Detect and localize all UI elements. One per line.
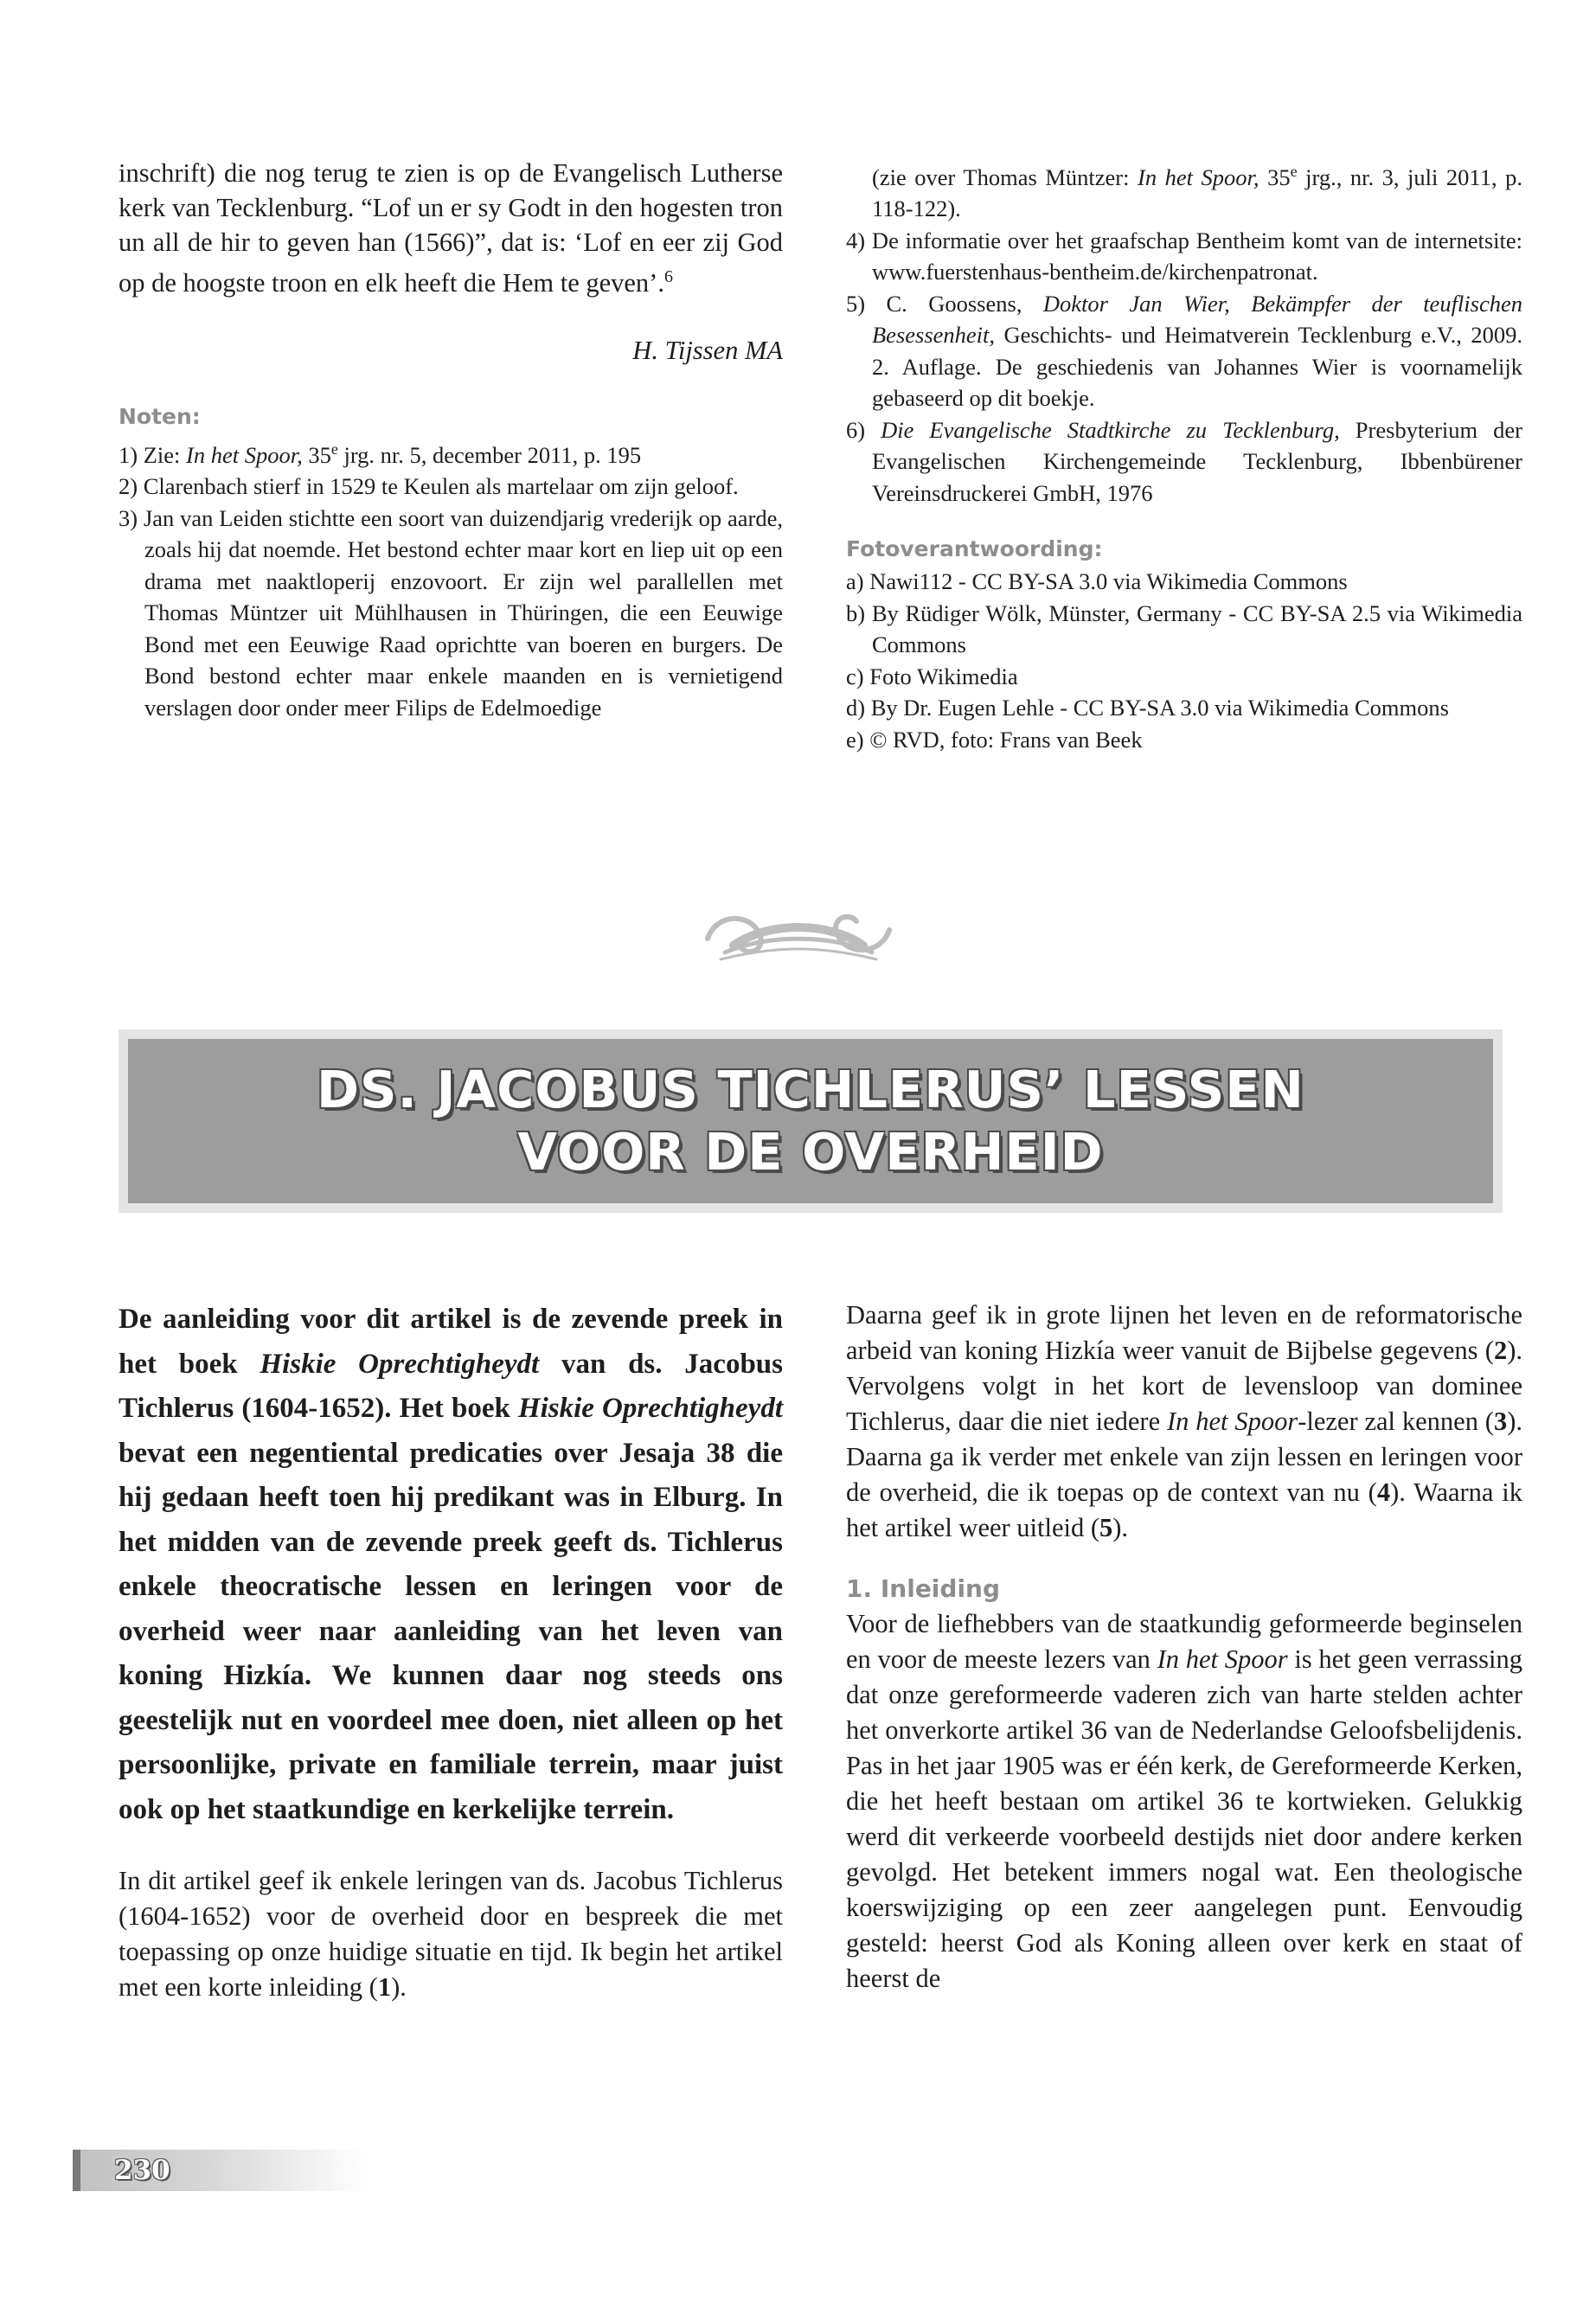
photo-credits-heading: Fotoverantwoording:	[846, 536, 1103, 562]
page-number: 230	[114, 2155, 170, 2186]
page-number-tab	[73, 2150, 367, 2191]
top-left-column	[119, 156, 783, 723]
note-item: 2) Clarenbach stierf in 1529 te Keulen als martelaar om zijn geloof.	[119, 473, 739, 500]
note-item: 1) Zie: In het Spoor, 35e jrg. nr. 5, december 2011, p. 195	[119, 440, 642, 468]
notes-heading: Noten:	[119, 404, 201, 430]
notes-list	[119, 433, 783, 723]
note-item: 5) C. Goossens, Doktor Jan Wier, Bekämpfer der teuflischen Besessenheit, Geschichts- und Heimatverein Tecklenburg e.V., 2009. 2. Auflage. De geschiedenis van Johannes Wier is voornamelijk gebaseerd op dit boekje.	[846, 290, 1522, 412]
photo-credit-item: e) © RVD, foto: Frans van Beek	[846, 726, 1143, 753]
photo-credit-item: c) Foto Wikimedia	[846, 663, 1018, 689]
note-item: 6) Die Evangelische Stadtkirche zu Tecklenburg, Presbyterium der Evangelischen Kirchengemeinde Tecklenburg, Ibbenbürener Vereinsdruckerei GmbH, 1976	[846, 416, 1522, 506]
article-title-line-2: VOOR DE OVERHEID	[517, 1122, 1104, 1182]
body-paragraph: In dit artikel geef ik enkele leringen van ds. Jacobus Tichlerus (1604-1652) voor de overheid door en bespreek die met toepassing op onze huidige situatie en tijd. Ik begin het artikel met een korte inleiding (1).	[119, 1866, 783, 2002]
scroll-ornament-icon	[699, 895, 898, 973]
top-right-column	[846, 156, 1522, 755]
body-paragraph: Daarna geef ik in grote lijnen het leven en de reformatorische arbeid van koning Hizkía weer vanuit de Bijbelse gegevens (2). Vervolgens volgt in het kort de levensloop van dominee Tichlerus, daar die niet iedere In het Spoor-lezer zal kennen (3). Daarna ga ik verder met enkele van zijn lessen en leringen voor de overheid, die ik toepas op de context van nu (4). Waarna ik het artikel weer uitleid (5).	[846, 1300, 1522, 1542]
body-paragraph: Voor de liefhebbers van de staatkundig geformeerde beginselen en voor de meeste lezers van In het Spoor is het geen verrassing dat onze gereformeerde vaderen zich van harte stelden achter het onverkorte artikel 36 van de Nederlandse Geloofsbelijdenis. Pas in het jaar 1905 was er één kerk, de Gereformeerde Kerken, die het heeft bestaan om artikel 36 te kortwieken. Gelukkig werd dit verkeerde voorbeeld destijds niet door andere kerken gevolgd. Het betekent immers nogal wat. Een theologische koerswijziging op een zeer aangelegen punt. Eenvoudig gesteld: heerst God als Koning alleen over kerk en staat of heerst de	[846, 1609, 1523, 1993]
article-title-line-1: DS. JACOBUS TICHLERUS’ LESSEN	[317, 1060, 1304, 1119]
note-item: (zie over Thomas Müntzer: In het Spoor, 35e jrg., nr. 3, juli 2011, p. 118-122).	[872, 163, 1522, 222]
photo-credit-item: a) Nawi112 - CC BY-SA 3.0 via Wikimedia Commons	[846, 568, 1348, 595]
article-left-column	[119, 1298, 783, 2005]
article-title-box	[119, 1029, 1503, 1213]
author-signature: H. Tijssen MA	[632, 336, 783, 366]
intro-paragraph: De aanleiding voor dit artikel is de zevende preek in het boek Hiskie Oprechtigheydt van ds. Jacobus Tichlerus (1604-1652). Het boek Hiskie Oprechtigheydt bevat een negentiental predicaties over Jesaja 38 die hij gedaan heeft toen hij predikant was in Elburg. In het midden van de zevende preek geeft ds. Tichlerus enkele theocratische lessen en leringen voor de overheid weer naar aanleiding van het leven van koning Hizkía. We kunnen daar nog steeds ons geestelijk nut en voordeel mee doen, niet alleen op het persoonlijke, private en familiale terrein, maar juist ook op het staatkundige en kerkelijke terrein.	[119, 1304, 784, 1825]
note-item: 3) Jan van Leiden stichtte een soort van duizendjarig vrederijk op aarde, zoals hij dat noemde. Het bestond echter maar kort en liep uit op een drama met naaktloperij enzovoort. Er zijn wel parallellen met Thomas Müntzer uit Mühlhausen in Thüringen, die een Eeuwige Bond met een Eeuwige Raad oprichtte van boeren en burgers. De Bond bestond echter maar enkele maanden en is vernietigend verslagen door onder meer Filips de Edelmoedige	[119, 504, 783, 721]
photo-credit-item: d) By Dr. Eugen Lehle - CC BY-SA 3.0 via Wikimedia Commons	[846, 695, 1449, 721]
section-heading: 1. Inleiding	[846, 1574, 1001, 1603]
note-item: 4) De informatie over het graafschap Bentheim komt van de internetsite: www.fuerstenhaus-bentheim.de/kirchenpatronat.	[846, 227, 1522, 285]
photo-credits-list	[846, 566, 1522, 755]
article-right-column	[846, 1298, 1522, 1997]
closing-paragraph: inschrift) die nog terug te zien is op de Evangelisch Lutherse kerk van Tecklenburg. “Lof un er sy Godt in den hogesten tron un all de hir to geven han (1566)”, dat is: ‘Lof en eer zij God op de hoogste troon en elk heeft die Hem te geven’.$^6$	[119, 158, 783, 298]
folio-bar	[73, 2150, 80, 2191]
photo-credit-item: b) By Rüdiger Wölk, Münster, Germany - CC BY-SA 2.5 via Wikimedia Commons	[846, 599, 1522, 658]
notes-list-continued	[846, 156, 1522, 509]
